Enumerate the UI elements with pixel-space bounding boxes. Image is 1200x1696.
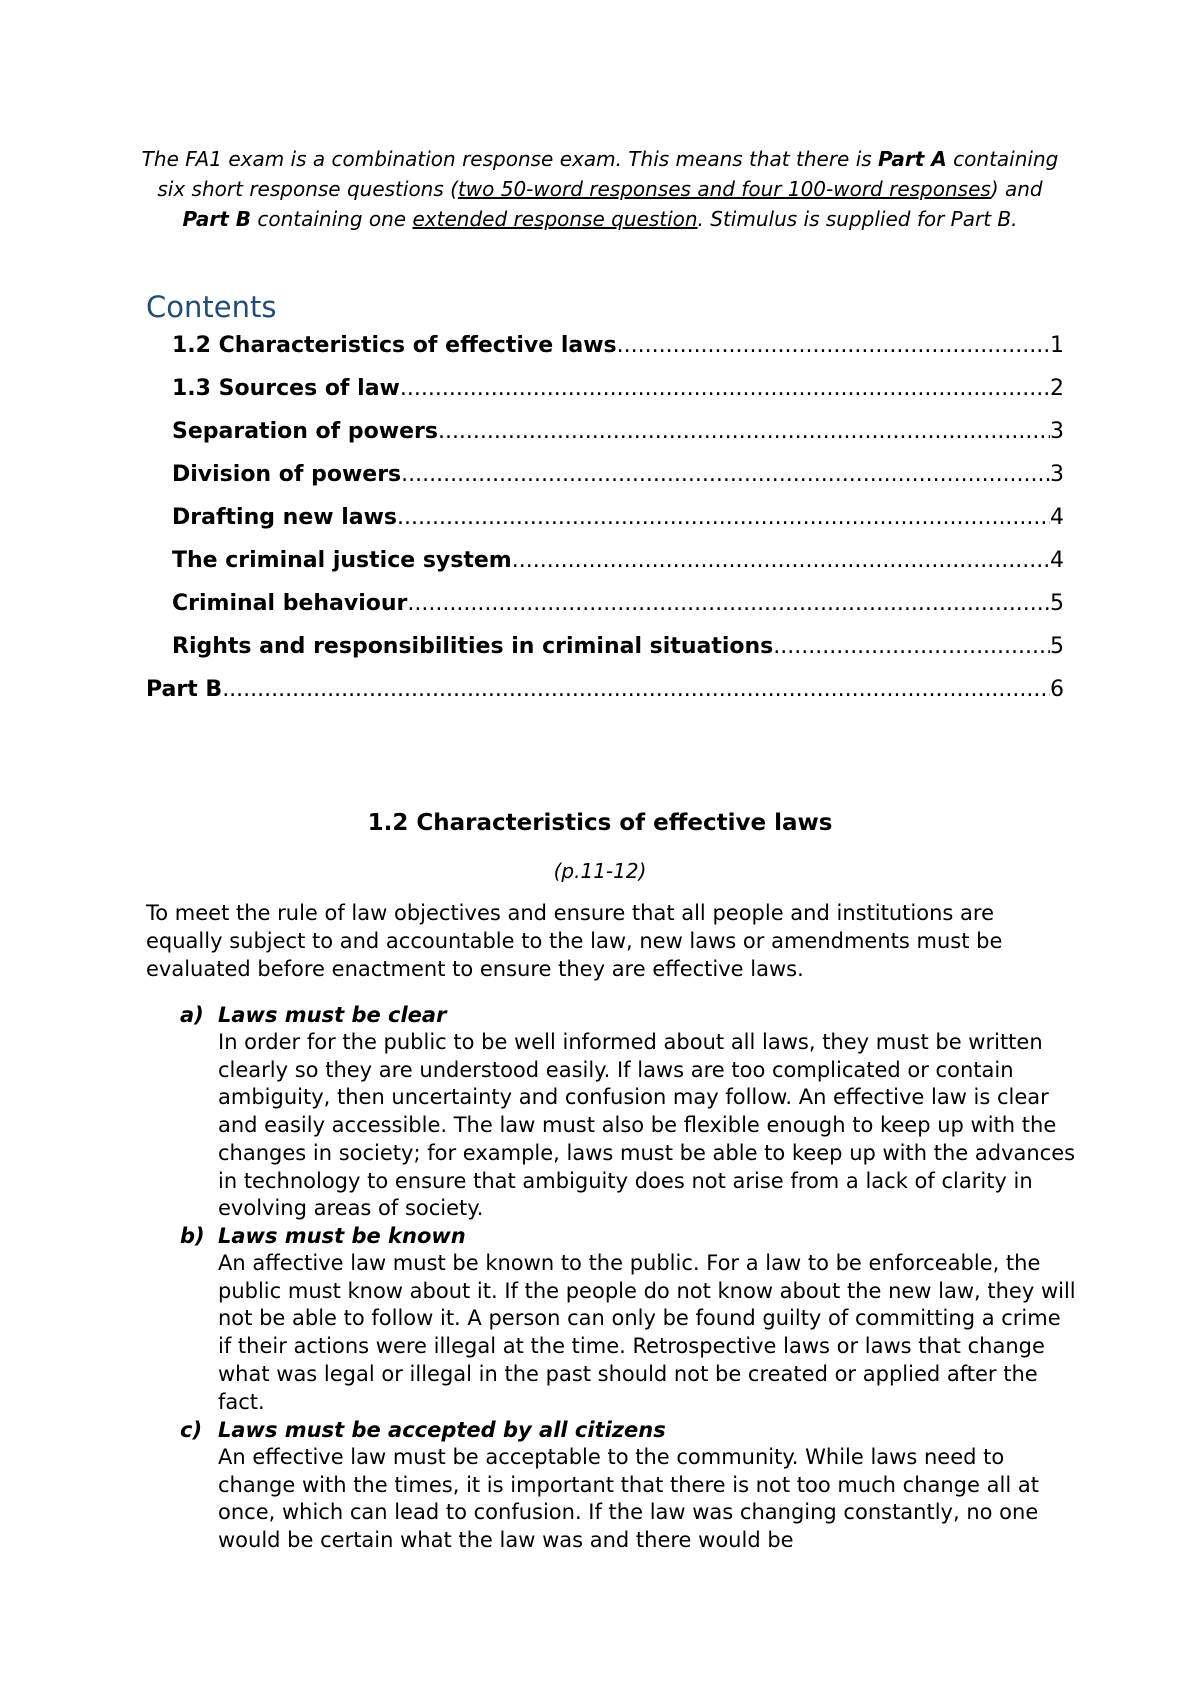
toc-entry-label: 1.2 Characteristics of effective laws: [172, 333, 617, 358]
section-title: 1.2 Characteristics of effective laws: [367, 810, 833, 836]
toc-entry[interactable]: [172, 627, 1064, 667]
list-item-body: An affective law must be known to the public. For a law to be enforceable, the public must know about it. If the people do not know about the new law, they will not be able to follow it. A person can only be found guilty of committing a crime if their actions were illegal at the time. Retrospective laws or laws that change what was legal or illegal in the past should not be created or applied after the fact.: [218, 1251, 1076, 1414]
toc-entry-label: 1.3 Sources of law: [172, 376, 400, 401]
intro-text: . Stimulus is supplied for Part B.: [697, 207, 1018, 231]
list-item: [180, 1001, 1080, 1223]
toc-entry[interactable]: [172, 326, 1064, 366]
list-item-title: Laws must be clear: [218, 1003, 447, 1027]
list-item: [180, 1222, 1080, 1416]
list-item-heading: [180, 1222, 1080, 1250]
list-item-heading: [180, 1001, 1080, 1029]
list-item-heading: [180, 1416, 1080, 1444]
toc-entry[interactable]: [172, 412, 1064, 452]
toc-leader-dots: [773, 627, 1050, 667]
toc-entry[interactable]: [172, 455, 1064, 495]
toc-entry[interactable]: [146, 670, 1064, 710]
toc-entry-label: The criminal justice system: [172, 548, 512, 573]
toc-leader-dots: [401, 455, 1050, 495]
toc-entry[interactable]: [172, 584, 1064, 624]
toc-entry-label: Criminal behaviour: [172, 591, 408, 616]
toc-entry-page: 6: [1050, 677, 1064, 702]
exam-intro-paragraph: [140, 144, 1060, 234]
toc-leader-dots: [400, 369, 1050, 409]
toc-entry-label: Part B: [146, 677, 223, 702]
list-item-letter: c): [180, 1418, 203, 1442]
list-item: [180, 1416, 1080, 1555]
list-item-title: Laws must be accepted by all citizens: [218, 1418, 666, 1442]
intro-text: The FA1 exam is a combination response exam. This means that there is: [141, 147, 879, 171]
intro-text: ) and: [990, 177, 1043, 201]
list-item-body: An effective law must be acceptable to the community. While laws need to change with the times, it is important that there is not too much change all at once, which can lead to confusion. If the law was changing constantly, no one would be certain what the law was and there would be: [218, 1445, 1039, 1553]
toc-leader-dots: [397, 498, 1050, 538]
section-intro-paragraph: To meet the rule of law objectives and ensure that all people and institutions are equally subject to and accountable to the law, new laws or amendments must be evaluated before enactment to ensure they are effective laws.: [146, 901, 1003, 981]
toc-entry-label: Separation of powers: [172, 419, 438, 444]
toc-entry[interactable]: [172, 369, 1064, 409]
toc-entry-page: 4: [1050, 505, 1064, 530]
toc-leader-dots: [407, 584, 1050, 624]
toc-entry-page: 5: [1050, 634, 1064, 659]
list-item-letter: a): [180, 1003, 204, 1027]
intro-text: containing six short response questions (: [157, 147, 1059, 201]
toc-entry[interactable]: [172, 541, 1064, 581]
intro-part-a: Part A: [878, 147, 947, 171]
toc-leader-dots: [438, 412, 1050, 452]
toc-entry-page: 4: [1050, 548, 1064, 573]
intro-part-b: Part B: [182, 207, 252, 231]
list-item-title: Laws must be known: [218, 1224, 466, 1248]
toc-leader-dots: [512, 541, 1050, 581]
intro-text: containing one: [251, 207, 413, 231]
toc-leader-dots: [222, 670, 1050, 710]
toc-entry-page: 3: [1050, 419, 1064, 444]
intro-underlined-text: extended response question: [412, 207, 698, 231]
toc-leader-dots: [617, 326, 1050, 366]
list-item-letter: b): [180, 1224, 205, 1248]
toc-entry-page: 2: [1050, 376, 1064, 401]
toc-entry-label: Rights and responsibilities in criminal situations: [172, 634, 774, 659]
toc-entry-label: Division of powers: [172, 462, 402, 487]
list-item-body: In order for the public to be well informed about all laws, they must be written clearly so they are understood easily. If laws are too complicated or contain ambiguity, then uncertainty and confusion may follow. An effective law is clear and easily accessible. The law must also be flexible enough to keep up with the changes in society; for example, laws must be able to keep up with the advances in technology to ensure that ambiguity does not arise from a lack of clarity in evolving areas of society.: [218, 1030, 1076, 1221]
intro-underlined-text: two 50-word responses and four 100-word responses: [457, 177, 991, 201]
toc-entry[interactable]: [172, 498, 1064, 538]
toc-entry-page: 3: [1050, 462, 1064, 487]
toc-entry-page: 1: [1050, 333, 1064, 358]
toc-entry-label: Drafting new laws: [172, 505, 398, 530]
toc-entry-page: 5: [1050, 591, 1064, 616]
contents-heading: Contents: [146, 290, 277, 324]
section-page-reference: (p.11-12): [553, 859, 647, 883]
